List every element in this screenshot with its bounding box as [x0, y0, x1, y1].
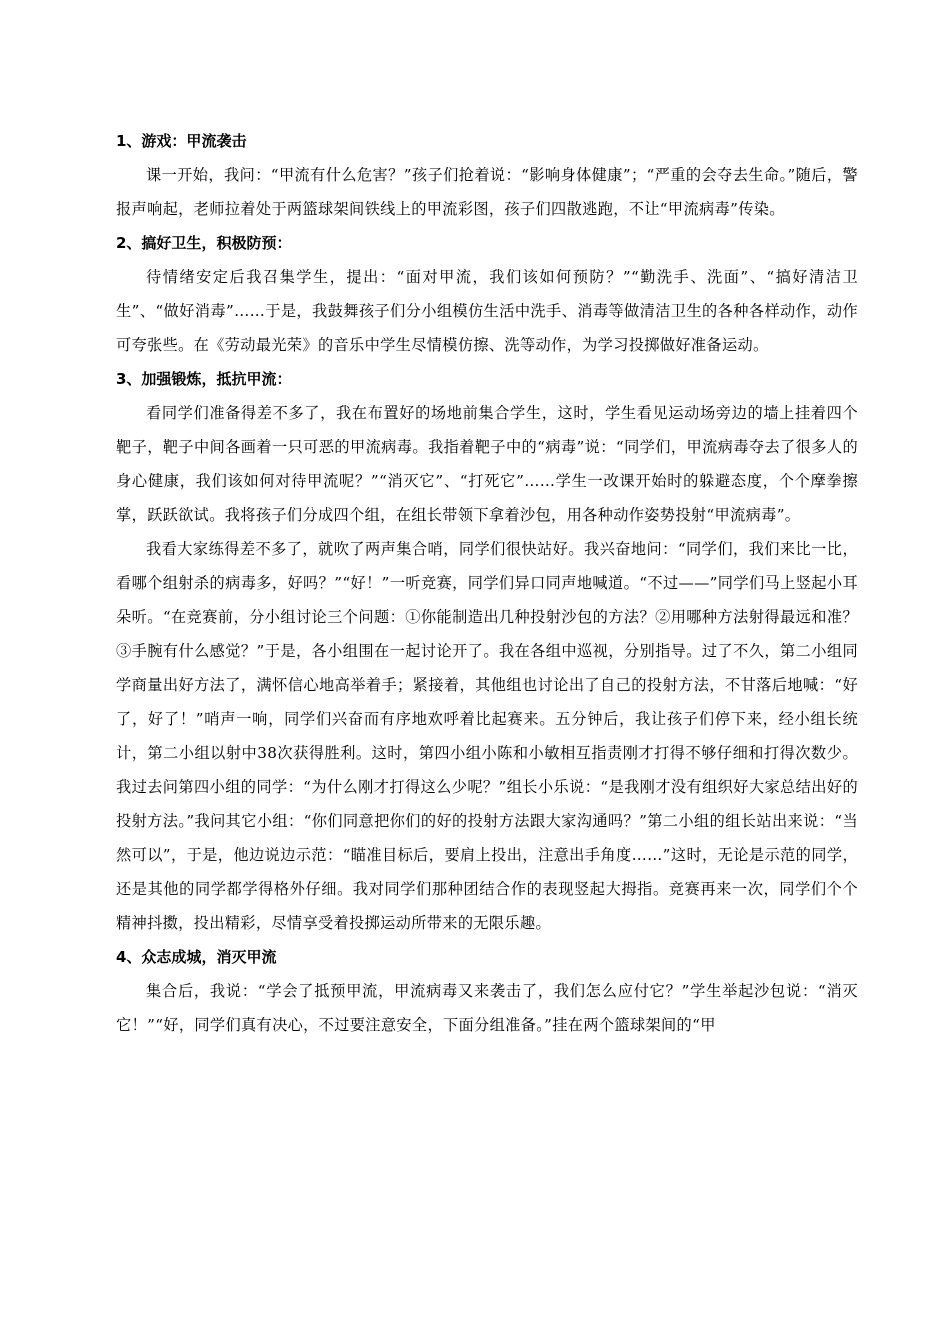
section-heading: 1、游戏：甲流袭击 [116, 132, 247, 150]
paragraph: 我看大家练得差不多了，就吹了两声集合哨，同学们很快站好。我兴奋地问：“同学们，我们来比一比，看哪个组射杀的病毒多，好吗？”“好！”一听竞赛，同学们异口同声地喊道。“不过——”同学们马上竖起小耳朵听。“在竞赛前，分小组讨论三个问题：①你能制造出几种投射沙包的方法？②用哪种方法射得最远和准？③手腕有什么感觉？”于是，各小组围在一起讨论开了。我在各组中巡视，分别指导。过了不久，第二小组同学商量出好方法了，满怀信心地高举着手；紧接着，其他组也讨论出了自己的投射方法，不甘落后地喊：“好了，好了！”哨声一响，同学们兴奋而有序地欢呼着比起赛来。五分钟后，我让孩子们停下来，经小组长统计，第二小组以射中38次获得胜利。这时，第四小组小陈和小敏相互指责刚才打得不够仔细和打得次数少。我过去问第四小组的同学：“为什么刚才打得这么少呢？”组长小乐说：“是我刚才没有组织好大家总结出好的投射方法。”我问其它小组：“你们同意把你们的好的投射方法跟大家沟通吗？”第二小组的组长站出来说：“当然可以”，于是，他边说边示范：“瞄准目标后，要肩上投出，注意出手角度……”这时，无论是示范的同学，还是其他的同学都学得格外仔细。我对同学们那种团结合作的表现竖起大拇指。竞赛再来一次，同学们个个精神抖擞，投出精彩，尽情享受着投掷运动所带来的无限乐趣。 [116, 540, 858, 932]
section-exercise [116, 362, 858, 940]
paragraph: 看同学们准备得差不多了，我在布置好的场地前集合学生，这时，学生看见运动场旁边的墙上挂着四个靶子，靶子中间各画着一只可恶的甲流病毒。我指着靶子中的“病毒”说：“同学们，甲流病毒夺去了很多人的身心健康，我们该如何对待甲流呢？”“消灭它”、“打死它”……学生一改课开始时的躲避态度，个个摩拳擦掌，跃跃欲试。我将孩子们分成四个组，在组长带领下拿着沙包，用各种动作姿势投射“甲流病毒”。 [116, 404, 858, 524]
paragraph: 集合后，我说：“学会了抵预甲流，甲流病毒又来袭击了，我们怎么应付它？”学生举起沙包说：“消灭它！”“好，同学们真有决心，不过要注意安全，下面分组准备。”挂在两个篮球架间的“甲 [116, 982, 858, 1034]
section-game [116, 124, 858, 226]
section-hygiene [116, 226, 858, 362]
section-heading: 3、加强锻炼，抵抗甲流： [116, 370, 292, 388]
paragraph: 课一开始，我问：“甲流有什么危害？”孩子们抢着说：“影响身体健康”；“严重的会夺去生命。”随后，警报声响起，老师拉着处于两篮球架间铁线上的甲流彩图，孩子们四散逃跑，不让“甲流病毒”传染。 [116, 166, 858, 218]
section-heading: 2、搞好卫生，积极防预： [116, 234, 292, 252]
section-heading: 4、众志成城，消灭甲流 [116, 948, 277, 966]
document-body [116, 124, 858, 1042]
section-unite [116, 940, 858, 1042]
paragraph: 待情绪安定后我召集学生，提出：“面对甲流，我们该如何预防？”“勤洗手、洗面”、“搞好清洁卫生”、“做好消毒”……于是，我鼓舞孩子们分小组模仿生活中洗手、消毒等做清洁卫生的各种各样动作，动作可夸张些。在《劳动最光荣》的音乐中学生尽情模仿擦、洗等动作，为学习投掷做好准备运动。 [116, 268, 858, 354]
